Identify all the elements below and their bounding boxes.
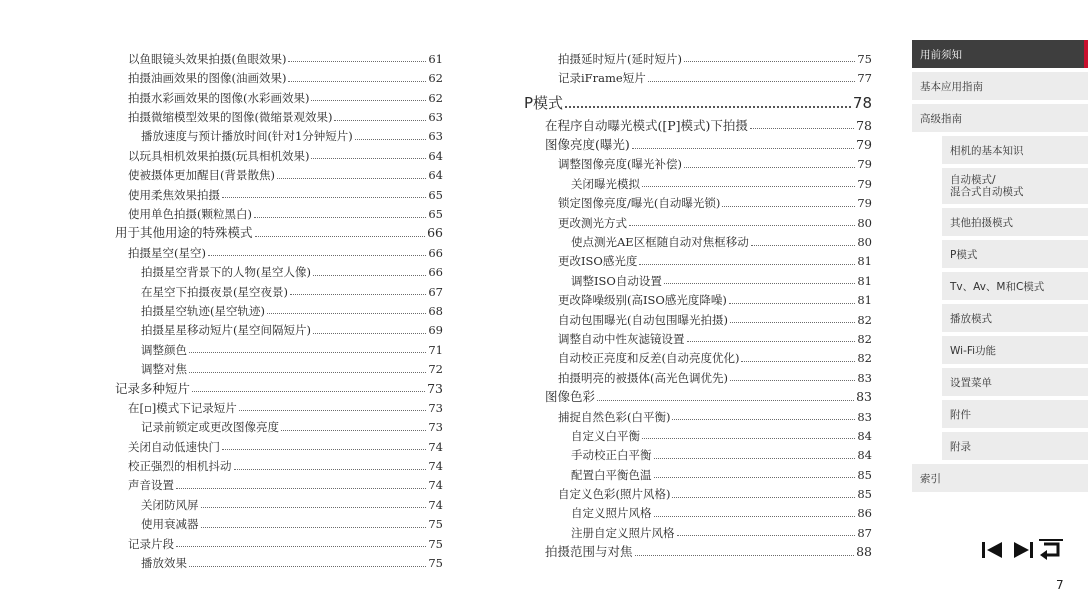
toc-entry-title: 声音设置 xyxy=(128,478,174,493)
toc-entry[interactable] xyxy=(115,298,443,317)
toc-entry[interactable] xyxy=(115,124,443,143)
toc-dot-leader xyxy=(311,158,426,159)
toc-entry-title: 拍摄星空(星空) xyxy=(128,245,206,260)
toc-entry[interactable] xyxy=(115,492,443,511)
toc-entry[interactable] xyxy=(544,249,872,268)
toc-entry-page: 75 xyxy=(428,536,443,551)
toc-dot-leader xyxy=(730,322,855,323)
toc-entry[interactable] xyxy=(544,287,872,306)
toc-left-column xyxy=(115,46,443,570)
nav-item-label: 用前须知 xyxy=(920,48,962,61)
nav-item-label: 相机的基本知识 xyxy=(950,144,1024,157)
toc-entry-title: 播放效果 xyxy=(141,556,187,571)
toc-entry[interactable] xyxy=(544,501,872,520)
toc-dot-leader xyxy=(277,178,426,179)
toc-entry-page: 74 xyxy=(428,439,443,454)
toc-dot-leader xyxy=(176,546,426,547)
toc-entry[interactable] xyxy=(115,65,443,84)
chapter-navigation xyxy=(912,40,1088,496)
toc-entry[interactable] xyxy=(115,356,443,375)
toc-entry-page: 65 xyxy=(428,207,443,222)
toc-entry-title: 拍摄星星移动短片(星空间隔短片) xyxy=(141,323,311,338)
nav-item[interactable] xyxy=(912,40,1088,68)
return-arrow-icon xyxy=(1039,539,1063,561)
nav-item-label: 附录 xyxy=(950,440,971,453)
toc-dot-leader xyxy=(642,186,855,187)
toc-dot-leader xyxy=(201,507,427,508)
toc-entry-page: 69 xyxy=(428,323,443,338)
toc-dot-leader xyxy=(642,438,855,439)
toc-entry[interactable] xyxy=(115,259,443,278)
toc-entry-title: 配置白平衡色温 xyxy=(571,467,652,482)
toc-entry-title: 调整自动中性灰滤镜设置 xyxy=(558,331,685,346)
toc-entry-page: 74 xyxy=(428,497,443,512)
toc-dot-leader xyxy=(730,380,855,381)
toc-dot-leader xyxy=(597,400,854,401)
toc-entry-page: 75 xyxy=(428,517,443,532)
nav-item-label: 设置菜单 xyxy=(950,376,992,389)
toc-entry-page: 66 xyxy=(428,265,443,280)
toc-entry-title: 关闭防风屏 xyxy=(141,497,199,512)
toc-entry-page: 85 xyxy=(857,487,872,502)
toc-dot-leader xyxy=(654,516,856,517)
toc-entry[interactable] xyxy=(115,395,443,414)
toc-entry[interactable] xyxy=(115,531,443,550)
toc-entry-page: 85 xyxy=(857,467,872,482)
toc-entry-title: 调整图像亮度(曝光补偿) xyxy=(558,157,682,172)
toc-entry-page: 66 xyxy=(427,225,443,241)
toc-dot-leader xyxy=(255,236,426,237)
nav-item-label: 其他拍摄模式 xyxy=(950,216,1013,229)
toc-dot-leader xyxy=(189,566,426,567)
toc-entry-title: 拍摄微缩模型效果的图像(微缩景观效果) xyxy=(128,110,333,125)
toc-entry[interactable] xyxy=(544,190,872,209)
toc-entry-title: 注册自定义照片风格 xyxy=(571,525,675,540)
toc-entry-page: 63 xyxy=(428,110,443,125)
toc-dot-leader xyxy=(684,167,855,168)
toc-entry[interactable] xyxy=(115,143,443,162)
toc-dot-leader xyxy=(189,372,426,373)
toc-dot-leader xyxy=(222,197,426,198)
toc-entry-title: 图像色彩 xyxy=(545,389,596,405)
toc-dot-leader xyxy=(629,225,855,226)
nav-item[interactable] xyxy=(942,208,1088,236)
toc-entry-page: 74 xyxy=(428,478,443,493)
toc-entry-page: 78 xyxy=(852,93,872,112)
toc-entry-title: 记录片段 xyxy=(128,536,174,551)
toc-dot-leader xyxy=(672,419,855,420)
toc-entry-page: 67 xyxy=(428,284,443,299)
nav-item-label: 播放模式 xyxy=(950,312,992,325)
toc-dot-leader xyxy=(288,61,426,62)
toc-entry-page: 71 xyxy=(428,342,443,357)
toc-dot-leader xyxy=(639,264,855,265)
toc-entry-title: 自定义照片风格 xyxy=(571,506,652,521)
toc-entry[interactable] xyxy=(544,365,872,384)
toc-entry[interactable] xyxy=(544,113,872,132)
toc-entry-title: 在星空下拍摄夜景(星空夜景) xyxy=(141,284,288,299)
toc-entry-page: 73 xyxy=(428,420,443,435)
nav-item-label: 高级指南 xyxy=(920,112,962,125)
nav-item[interactable] xyxy=(942,304,1088,332)
toc-entry-page: 79 xyxy=(857,176,872,191)
toc-entry-title: P模式 xyxy=(524,93,564,112)
toc-entry-page: 72 xyxy=(428,362,443,377)
toc-dot-leader xyxy=(234,469,427,470)
toc-dot-leader xyxy=(750,128,854,129)
toc-entry-page: 86 xyxy=(857,506,872,521)
toc-dot-leader xyxy=(334,120,426,121)
toc-dot-leader xyxy=(687,341,856,342)
toc-entry-page: 73 xyxy=(428,400,443,415)
toc-entry-page: 78 xyxy=(856,117,872,133)
toc-dot-leader xyxy=(254,217,426,218)
toc-entry-title: 调整对焦 xyxy=(141,362,187,377)
toc-entry-title: 拍摄水彩画效果的图像(水彩画效果) xyxy=(128,90,310,105)
toc-entry-page: 74 xyxy=(428,459,443,474)
nav-item[interactable] xyxy=(942,272,1088,300)
toc-entry-title: 记录iFrame短片 xyxy=(558,71,646,86)
toc-dot-leader xyxy=(664,283,856,284)
toc-entry-title: 拍摄明亮的被摄体(高光色调优先) xyxy=(558,370,728,385)
nav-item[interactable] xyxy=(942,368,1088,396)
toc-entry-page: 83 xyxy=(857,370,872,385)
toc-dot-leader xyxy=(722,206,855,207)
toc-entry-page: 65 xyxy=(428,187,443,202)
nav-item[interactable] xyxy=(912,104,1088,132)
toc-entry-title: 关闭曝光模拟 xyxy=(571,176,640,191)
toc-entry-title: 捕捉自然色彩(白平衡) xyxy=(558,409,671,424)
toc-entry-page: 66 xyxy=(428,245,443,260)
toc-entry-page: 82 xyxy=(857,312,872,327)
toc-entry-title: 在程序自动曝光模式([P]模式)下拍摄 xyxy=(545,117,748,133)
toc-entry-title: 自定义色彩(照片风格) xyxy=(558,487,671,502)
toc-entry[interactable] xyxy=(544,520,872,539)
toc-dot-leader xyxy=(672,497,855,498)
toc-dot-leader xyxy=(751,245,856,246)
toc-entry-title: 以鱼眼镜头效果拍摄(鱼眼效果) xyxy=(128,51,287,66)
toc-entry[interactable] xyxy=(115,453,443,472)
toc-entry-page: 62 xyxy=(428,71,443,86)
nav-item[interactable] xyxy=(942,432,1088,460)
toc-entry-title: 以玩具相机效果拍摄(玩具相机效果) xyxy=(128,148,310,163)
toc-dot-leader xyxy=(192,391,425,392)
toc-entry-page: 80 xyxy=(857,235,872,250)
toc-entry-page: 73 xyxy=(427,380,443,396)
toc-entry-page: 75 xyxy=(857,51,872,66)
nav-item[interactable] xyxy=(942,336,1088,364)
toc-entry[interactable] xyxy=(544,46,872,65)
toc-entry-title: 使被摄体更加醒目(背景散焦) xyxy=(128,168,275,183)
toc-entry-title: 更改降噪级别(高ISO感光度降噪) xyxy=(558,293,727,308)
toc-dot-leader xyxy=(208,255,426,256)
nav-item-label: 基本应用指南 xyxy=(920,80,983,93)
toc-entry[interactable] xyxy=(544,268,872,287)
toc-entry[interactable] xyxy=(544,152,872,171)
nav-item[interactable] xyxy=(912,72,1088,100)
nav-item[interactable] xyxy=(942,136,1088,164)
toc-entry-title: 自定义白平衡 xyxy=(571,428,640,443)
toc-entry[interactable] xyxy=(544,132,872,151)
toc-entry[interactable] xyxy=(115,434,443,453)
toc-entry-page: 84 xyxy=(857,448,872,463)
toc-entry-title: 记录前锁定或更改图像亮度 xyxy=(141,420,279,435)
toc-entry-page: 62 xyxy=(428,90,443,105)
toc-entry-title: 校正强烈的相机抖动 xyxy=(128,459,232,474)
toc-entry[interactable] xyxy=(115,104,443,123)
toc-entry-title: 自动包围曝光(自动包围曝光拍摄) xyxy=(558,312,728,327)
back-button[interactable] xyxy=(1039,538,1063,562)
toc-entry[interactable] xyxy=(544,442,872,461)
toc-entry[interactable] xyxy=(544,307,872,326)
toc-dot-leader xyxy=(313,333,426,334)
toc-entry-title: 使用衰减器 xyxy=(141,517,199,532)
toc-dot-leader xyxy=(239,410,427,411)
toc-entry-page: 79 xyxy=(857,157,872,172)
toc-dot-leader xyxy=(635,555,855,556)
toc-entry-page: 83 xyxy=(856,389,872,405)
toc-entry-page: 88 xyxy=(856,544,872,560)
nav-item-label: 自动模式/ 混合式自动模式 xyxy=(950,173,1024,198)
toc-entry-title: 拍摄延时短片(延时短片) xyxy=(558,51,682,66)
toc-entry-page: 79 xyxy=(857,196,872,211)
toc-dot-leader xyxy=(654,458,856,459)
toc-dot-leader xyxy=(565,106,851,108)
toc-entry[interactable] xyxy=(544,539,872,558)
toc-dot-leader xyxy=(267,313,426,314)
toc-dot-leader xyxy=(729,303,856,304)
toc-entry[interactable] xyxy=(115,182,443,201)
toc-entry[interactable] xyxy=(544,210,872,229)
toc-entry-title: 锁定图像亮度/曝光(自动曝光锁) xyxy=(558,196,721,211)
toc-entry[interactable] xyxy=(544,345,872,364)
toc-entry-page: 75 xyxy=(428,556,443,571)
nav-item[interactable] xyxy=(912,464,1088,492)
toc-dot-leader xyxy=(355,139,427,140)
toc-entry[interactable] xyxy=(544,384,872,403)
toc-entry[interactable] xyxy=(115,550,443,569)
toc-dot-leader xyxy=(648,81,856,82)
toc-entry-page: 82 xyxy=(857,351,872,366)
toc-entry-page: 80 xyxy=(857,215,872,230)
toc-dot-leader xyxy=(313,275,426,276)
toc-entry-page: 84 xyxy=(857,428,872,443)
nav-item[interactable] xyxy=(942,240,1088,268)
toc-entry-page: 61 xyxy=(428,51,443,66)
toc-dot-leader xyxy=(311,100,426,101)
toc-dot-leader xyxy=(222,449,426,450)
nav-item-label: Wi-Fi功能 xyxy=(950,344,997,357)
nav-item-label: P模式 xyxy=(950,248,978,261)
toc-entry[interactable] xyxy=(115,46,443,65)
toc-entry[interactable] xyxy=(115,376,443,395)
toc-entry[interactable] xyxy=(115,85,443,104)
toc-entry-page: 81 xyxy=(857,254,872,269)
nav-item-label: 附件 xyxy=(950,408,971,421)
toc-entry[interactable] xyxy=(115,221,443,240)
nav-item-label: Tv、Av、M和C模式 xyxy=(950,280,1045,293)
previous-page-button[interactable] xyxy=(981,538,1005,562)
toc-entry-title: 使用柔焦效果拍摄 xyxy=(128,187,220,202)
toc-entry-title: 用于其他用途的特殊模式 xyxy=(115,225,253,241)
toc-entry-page: 81 xyxy=(857,273,872,288)
toc-entry-page: 81 xyxy=(857,293,872,308)
toc-entry[interactable] xyxy=(115,337,443,356)
toc-entry[interactable] xyxy=(544,481,872,500)
toc-dot-leader xyxy=(290,294,426,295)
next-page-button[interactable] xyxy=(1010,538,1034,562)
toc-entry-page: 63 xyxy=(428,129,443,144)
toc-dot-leader xyxy=(201,527,427,528)
toc-dot-leader xyxy=(632,148,854,149)
toc-entry-title: 记录多种短片 xyxy=(115,380,191,396)
toc-dot-leader xyxy=(654,477,856,478)
toc-entry[interactable] xyxy=(115,201,443,220)
toc-entry-page: 87 xyxy=(857,525,872,540)
toc-entry-title: 拍摄范围与对焦 xyxy=(545,544,633,560)
toc-entry[interactable] xyxy=(115,240,443,259)
toc-entry[interactable] xyxy=(115,279,443,298)
toc-entry-page: 82 xyxy=(857,331,872,346)
page-controls xyxy=(981,538,1063,562)
triangle-right-icon xyxy=(1011,539,1033,561)
toc-entry-page: 83 xyxy=(857,409,872,424)
toc-entry-title: 拍摄星空背景下的人物(星空人像) xyxy=(141,265,311,280)
toc-entry[interactable] xyxy=(544,404,872,423)
nav-item[interactable] xyxy=(942,168,1088,204)
toc-entry-page: 68 xyxy=(428,303,443,318)
triangle-left-icon xyxy=(982,539,1004,561)
nav-item-label: 索引 xyxy=(920,472,941,485)
toc-entry[interactable] xyxy=(115,317,443,336)
toc-entry-title: 播放速度与预计播放时间(针对1分钟短片) xyxy=(141,129,353,144)
toc-entry[interactable] xyxy=(115,511,443,530)
toc-entry-page: 79 xyxy=(856,137,872,153)
toc-entry-title: 关闭自动低速快门 xyxy=(128,439,220,454)
toc-middle-column xyxy=(524,46,872,560)
toc-entry-title: 手动校正白平衡 xyxy=(571,448,652,463)
toc-entry-page: 64 xyxy=(428,168,443,183)
toc-entry-title: 更改ISO感光度 xyxy=(558,254,638,269)
toc-entry[interactable] xyxy=(115,473,443,492)
toc-dot-leader xyxy=(281,430,426,431)
toc-entry-title: 拍摄油画效果的图像(油画效果) xyxy=(128,71,287,86)
toc-entry-title: 调整颜色 xyxy=(141,342,187,357)
toc-entry-title: 在[▫]模式下记录短片 xyxy=(128,400,237,415)
toc-entry-title: 调整ISO自动设置 xyxy=(571,273,662,288)
toc-entry[interactable] xyxy=(544,423,872,442)
toc-dot-leader xyxy=(288,81,426,82)
toc-entry[interactable] xyxy=(544,171,872,190)
toc-entry[interactable] xyxy=(544,65,872,84)
toc-entry[interactable] xyxy=(544,462,872,481)
page-number: 7 xyxy=(1056,578,1064,592)
toc-entry-page: 64 xyxy=(428,148,443,163)
toc-entry-title: 拍摄星空轨迹(星空轨迹) xyxy=(141,303,265,318)
toc-dot-leader xyxy=(189,352,426,353)
toc-dot-leader xyxy=(677,535,856,536)
toc-entry[interactable] xyxy=(544,326,872,345)
toc-entry-title: 使用单色拍摄(颗粒黑白) xyxy=(128,207,252,222)
toc-entry-page: 77 xyxy=(857,71,872,86)
nav-item[interactable] xyxy=(942,400,1088,428)
toc-entry[interactable] xyxy=(115,162,443,181)
toc-entry[interactable] xyxy=(524,85,872,111)
toc-entry-title: 自动校正亮度和反差(自动亮度优化) xyxy=(558,351,740,366)
toc-entry-title: 使点测光AE区框随自动对焦框移动 xyxy=(571,235,749,250)
toc-dot-leader xyxy=(741,361,855,362)
toc-entry-title: 更改测光方式 xyxy=(558,215,627,230)
toc-entry-title: 图像亮度(曝光) xyxy=(545,137,630,153)
toc-dot-leader xyxy=(684,61,855,62)
toc-entry[interactable] xyxy=(544,229,872,248)
toc-entry[interactable] xyxy=(115,414,443,433)
toc-dot-leader xyxy=(176,488,426,489)
